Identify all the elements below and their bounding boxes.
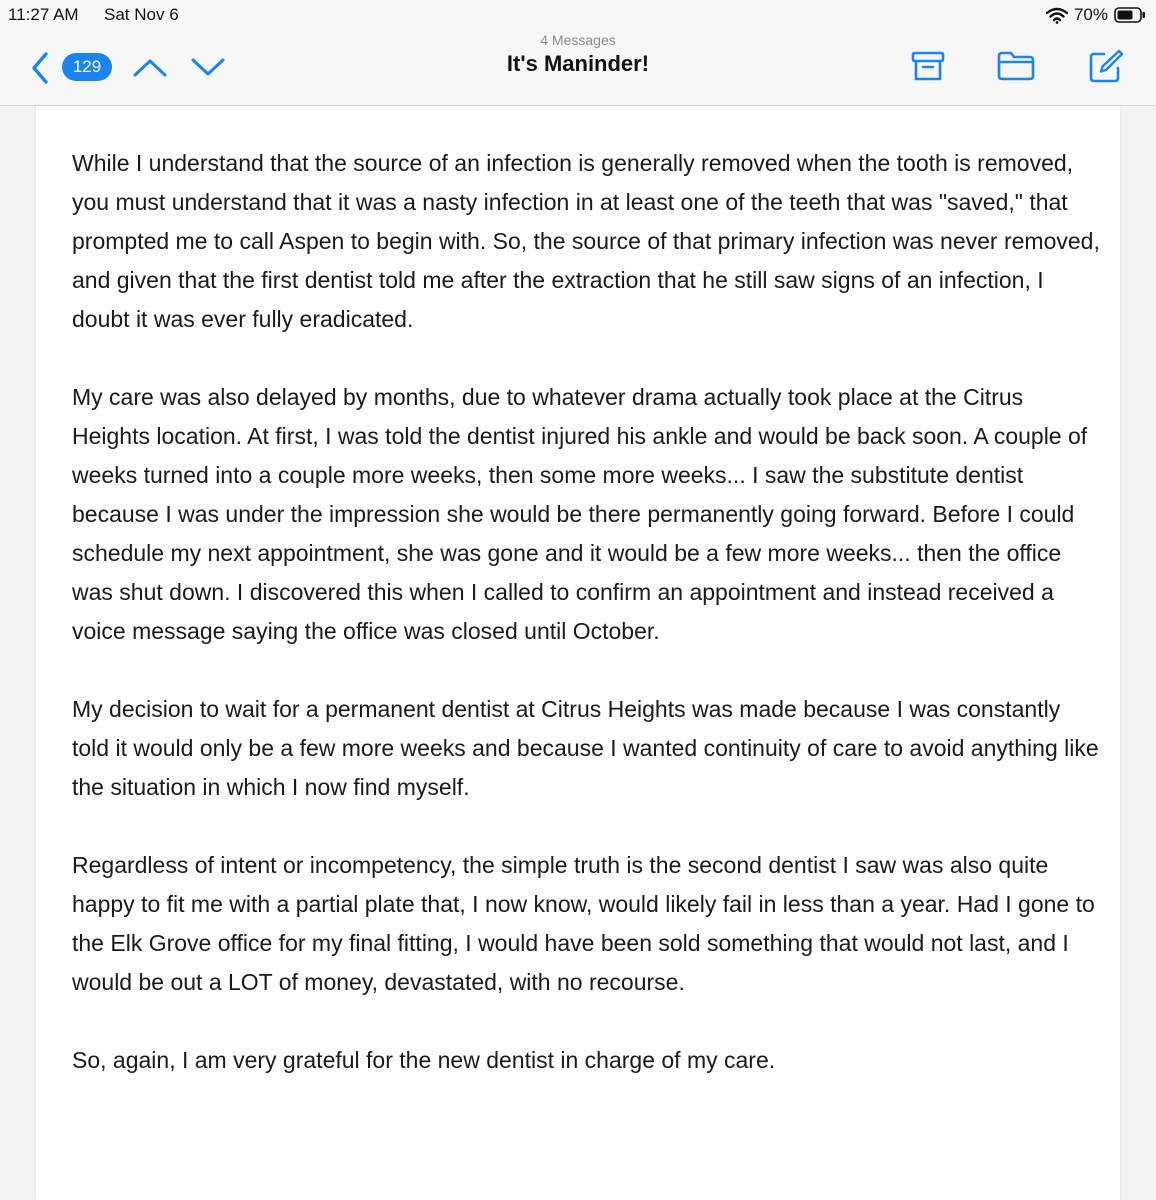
wifi-icon bbox=[1046, 7, 1068, 24]
message-count: 4 Messages bbox=[540, 32, 616, 48]
archive-icon bbox=[908, 48, 948, 84]
folder-icon bbox=[996, 48, 1036, 84]
status-bar bbox=[0, 0, 1156, 30]
navigation-bar bbox=[0, 30, 1156, 106]
move-to-folder-button[interactable] bbox=[996, 48, 1036, 84]
archive-button[interactable] bbox=[908, 48, 948, 84]
message-paragraph: So, again, I am very grateful for the new dentist in charge of my care. bbox=[72, 1047, 776, 1073]
message-body bbox=[72, 144, 1102, 1119]
status-indicators bbox=[1046, 5, 1146, 25]
battery-icon bbox=[1114, 7, 1146, 23]
message-paragraph: While I understand that the source of an infection is generally removed when the tooth is removed, you must understand that it was a nasty infection in at least one of the teeth that was "saved," that prompted me to call Aspen to begin with. So, the source of that primary infection was never removed, and given that the first dentist told me after the extraction that he still saw signs of an infection, I doubt it was ever fully eradicated. bbox=[72, 150, 1100, 332]
message-card bbox=[36, 106, 1120, 1200]
message-paragraph: Regardless of intent or incompetency, the simple truth is the second dentist I saw was also quite happy to fit me with a partial plate that, I now know, would likely fail in less than a year. Had I gone to the Elk Grove office for my final fitting, I would have been sold something that would not last, and I would be out a LOT of money, devastated, with no recourse. bbox=[72, 852, 1095, 995]
battery-percent: 70% bbox=[1073, 5, 1108, 24]
status-date: Sat Nov 6 bbox=[104, 5, 179, 24]
thread-title: It's Maninder! bbox=[506, 51, 650, 76]
unread-count-badge[interactable]: 129 bbox=[62, 53, 112, 81]
compose-icon bbox=[1086, 48, 1126, 84]
message-paragraph: My decision to wait for a permanent dentist at Citrus Heights was made because I was constantly told it would only be a few more weeks and because I wanted continuity of care to avoid anything like the situation in which I now find myself. bbox=[72, 696, 1099, 800]
compose-button[interactable] bbox=[1086, 48, 1126, 84]
message-paragraph: My care was also delayed by months, due to whatever drama actually took place at the Citrus Heights location. At first, I was told the dentist injured his ankle and would be back soon. A couple of weeks turned into a couple more weeks, then some more weeks... I saw the substitute dentist because I was under the impression she would be there permanently going forward. Before I could schedule my next appointment, she was gone and it would be a few more weeks... then the office was shut down. I discovered this when I called to confirm an appointment and instead received a voice message saying the office was closed until October. bbox=[72, 384, 1088, 644]
status-time: 11:27 AM bbox=[8, 5, 79, 24]
